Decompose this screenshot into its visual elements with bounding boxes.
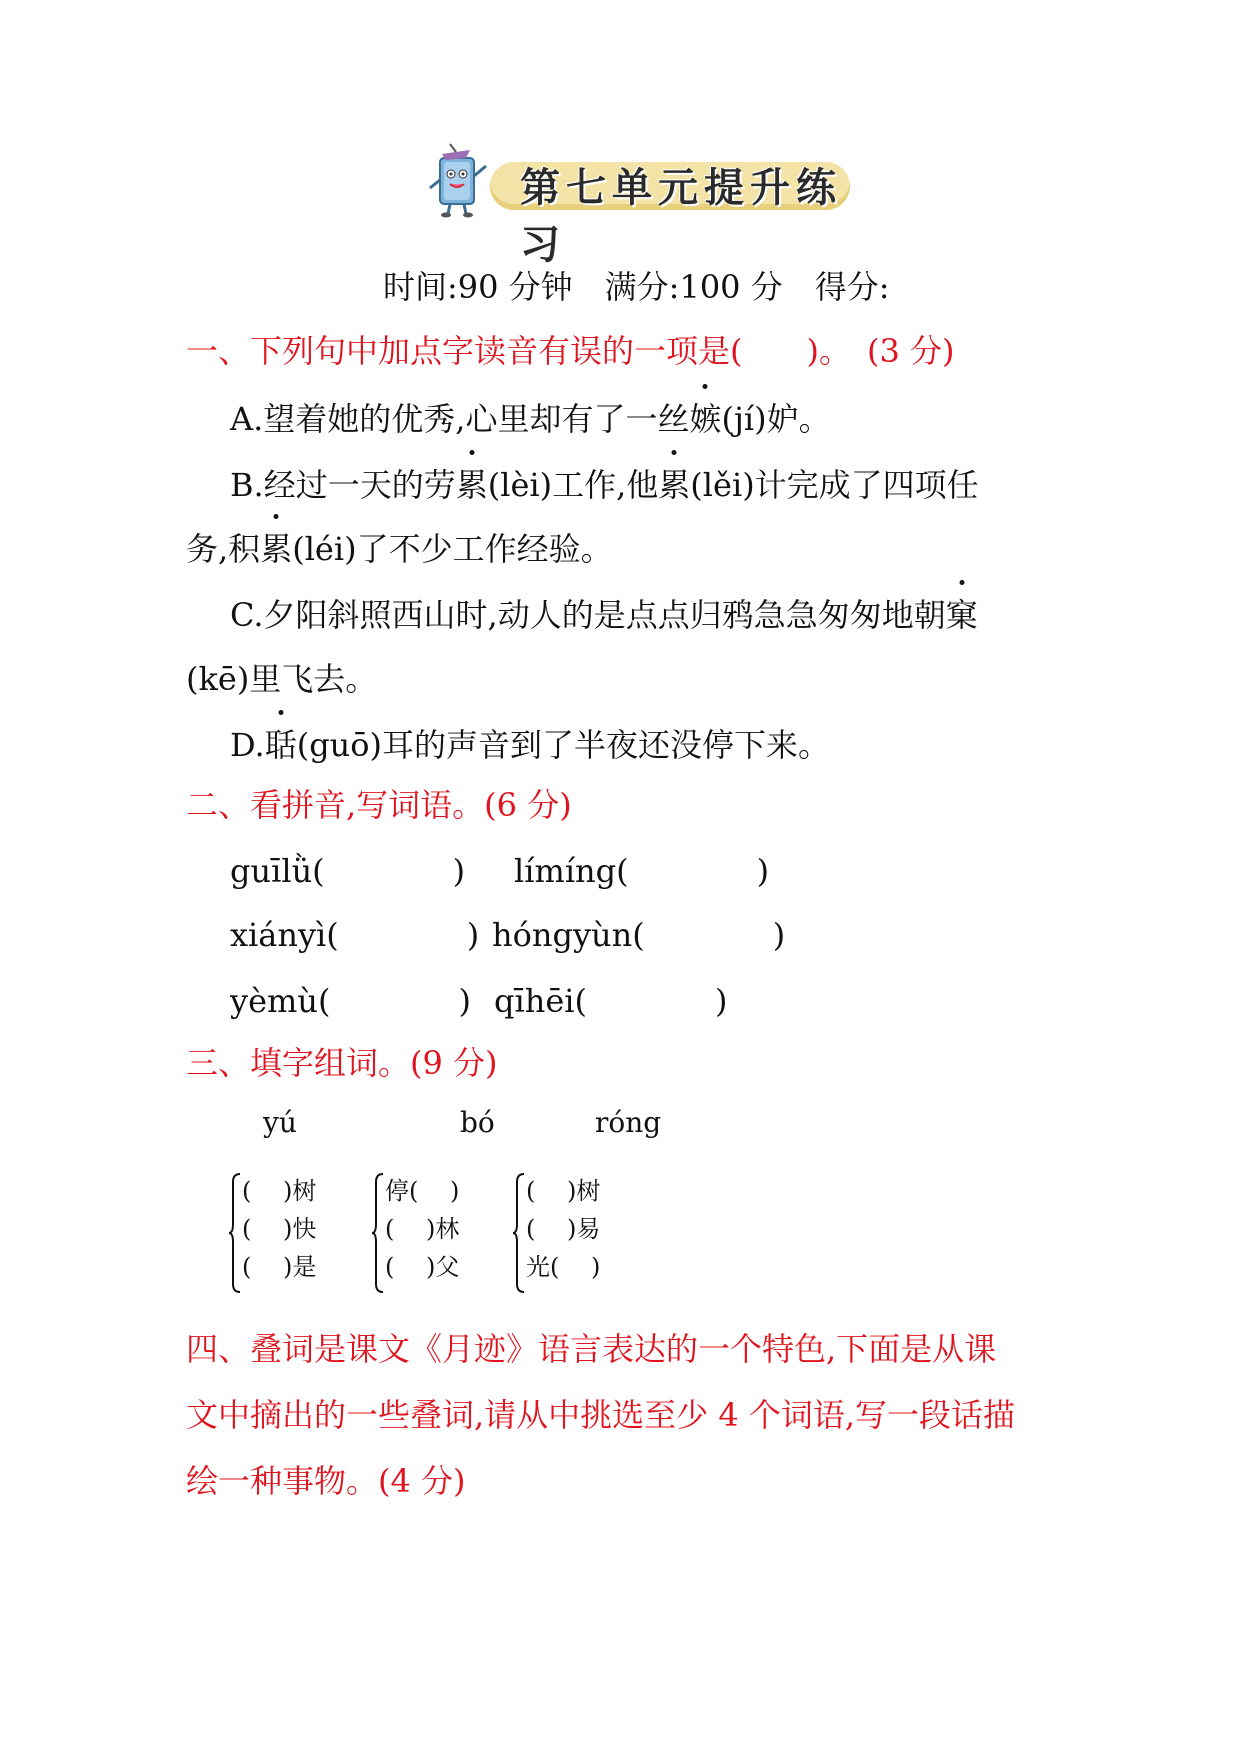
book-mascot-icon: [420, 140, 500, 220]
q3-blank: 光( ): [526, 1253, 601, 1281]
q2-heading: 二、看拼音,写词语。(6 分): [186, 786, 572, 824]
q2-item: qīhēi( ): [494, 982, 728, 1020]
q3-group: [371, 1172, 459, 1286]
q1-heading: 一、下列句中加点字读音有误的一项是( )。 (3 分): [186, 332, 955, 370]
q4-heading-line2: 文中摘出的一些叠词,请从中挑选至少 4 个词语,写一段话描: [186, 1396, 1016, 1434]
q3-blank: ( )林: [385, 1215, 460, 1243]
q3-blank: ( )是: [242, 1253, 317, 1281]
q3-heading: 三、填字组词。(9 分): [186, 1044, 498, 1082]
brace-icon: [512, 1172, 526, 1294]
q2-item: yèmù( ): [230, 982, 471, 1020]
q1-option-c-line2: (kē)里飞去。: [186, 660, 378, 698]
q2-item: límíng( ): [514, 852, 770, 890]
q3-pinyin: yú: [263, 1106, 297, 1139]
q2-item: hóngyùn( ): [492, 916, 786, 954]
q3-pinyin: bó: [460, 1106, 495, 1139]
q1-option-b-line1: B.经过一天的劳累(lèi)工作,他累(lěi)计完成了四项任: [230, 460, 979, 506]
q2-item: xiányì( ): [230, 916, 480, 954]
q1-option-b-line2: 务,积累(léi)了不少工作经验。: [186, 524, 613, 570]
q1-option-d: D.聒(guō)耳的声音到了半夜还没停下来。: [230, 720, 830, 766]
q3-group: [228, 1172, 316, 1286]
q3-blank: ( )易: [526, 1215, 601, 1243]
brace-icon: [228, 1172, 242, 1294]
q1-option-c-line1: C.夕阳斜照西山时,动人的是点点归鸦急急匆匆地朝窠: [230, 590, 978, 636]
q3-blank: ( )快: [242, 1215, 317, 1243]
q3-blank: ( )树: [526, 1177, 601, 1205]
q4-heading-line3: 绘一种事物。(4 分): [186, 1462, 466, 1500]
exam-meta: 时间:90 分钟 满分:100 分 得分:: [383, 268, 890, 306]
q3-blank: ( )树: [242, 1177, 317, 1205]
q4-heading-line1: 四、叠词是课文《月迹》语言表达的一个特色,下面是从课: [186, 1330, 997, 1368]
q3-blank: ( )父: [385, 1253, 460, 1281]
page-title: 第七单元提升练习: [520, 164, 842, 268]
q3-blank: 停( ): [385, 1177, 460, 1205]
q3-pinyin: róng: [595, 1106, 662, 1139]
q2-item: guīlǜ( ): [230, 852, 466, 890]
q1-option-a: A.望着她的优秀,心里却有了一丝嫉(jí)妒。: [230, 394, 831, 440]
q3-group: [512, 1172, 600, 1286]
title-banner: [420, 140, 880, 268]
brace-icon: [371, 1172, 385, 1294]
